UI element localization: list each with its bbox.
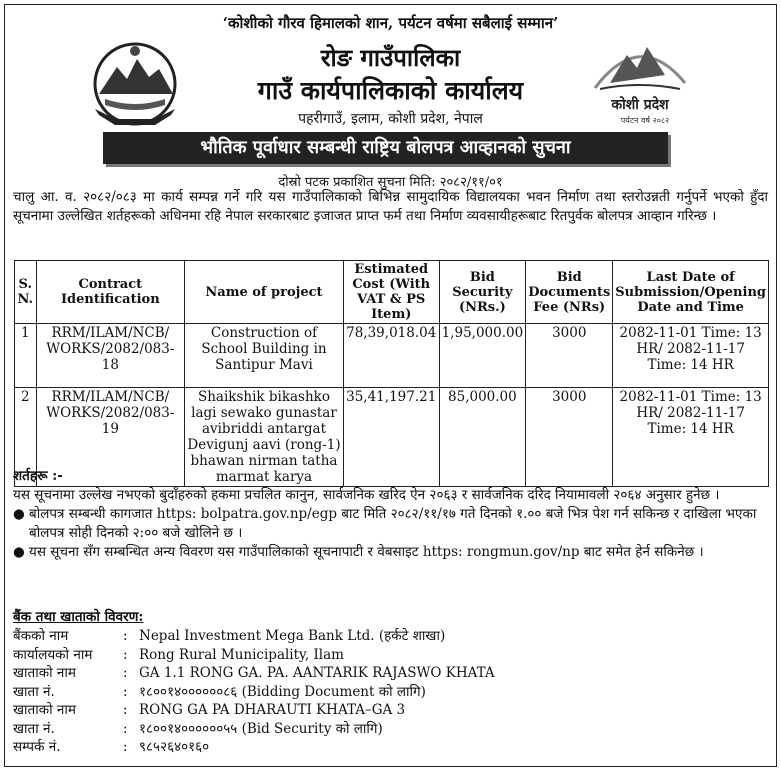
bank-label: कार्यालयको नाम bbox=[13, 646, 93, 663]
bank-label: बैंकको नाम bbox=[13, 628, 69, 644]
cell-date: 2082-11-01 Time: 13 HR/ 2082-11-17 Time: 14 HR bbox=[613, 324, 769, 388]
bank-heading: बैंक तथा खाताको विवरण: bbox=[13, 609, 144, 625]
header-fee: Bid Documents Fee (NRs) bbox=[526, 261, 613, 324]
separator: : bbox=[123, 720, 128, 737]
bank-row bbox=[13, 664, 768, 683]
header-date: Last Date of Submission/Opening Date and Time bbox=[613, 261, 769, 324]
cell-cost: 35,41,197.21 bbox=[343, 388, 439, 487]
bank-value: Nepal Investment Mega Bank Ltd. (हर्कटे शाखा) bbox=[139, 628, 446, 644]
slogan: ‘कोशीको गौरव हिमालको शान, पर्यटन वर्षमा सबैलाई सम्मान’ bbox=[222, 14, 559, 32]
separator: : bbox=[123, 628, 128, 644]
bank-label: खाता नं. bbox=[13, 720, 55, 737]
list-item bbox=[13, 543, 768, 562]
table-row bbox=[15, 324, 769, 388]
bank-label: खाताको नाम bbox=[13, 702, 76, 718]
cell-sn: 1 bbox=[15, 324, 37, 388]
separator: : bbox=[123, 683, 128, 700]
terms-section bbox=[13, 467, 768, 562]
terms-heading: शर्तहरू :- bbox=[13, 468, 63, 484]
bank-value: GA 1.1 RONG GA. PA. AANTARIK RAJASWO KHATA bbox=[139, 665, 495, 681]
bullet-text: बोलपत्र सम्बन्धी कागजात https: bolpatra.gov.np/egp बाट मिति २०८२/११/१७ गते दिनको १.०० बजे भित्र पेश गर्न सकिन्छ र दाखिला भएका बोलपत्र सोही दिनको २:०० बजे खोलिने छ । bbox=[29, 506, 757, 541]
bid-table bbox=[14, 260, 769, 487]
cell-fee: 3000 bbox=[526, 324, 613, 388]
cell-project: Construction of School Building in Santipur Mavi bbox=[185, 324, 344, 388]
separator: : bbox=[123, 702, 128, 718]
bank-label: सम्पर्क नं. bbox=[13, 739, 61, 755]
separator: : bbox=[123, 739, 128, 755]
bank-label: खाता नं. bbox=[13, 683, 55, 700]
separator: : bbox=[123, 665, 128, 681]
bullet-icon: ● bbox=[13, 506, 25, 522]
cell-project: Shaikshik bikashko lagi sewako gunastar avibriddi antargat Devigunj aavi (rong-1) bhawan nirman tatha marmat karya bbox=[185, 388, 344, 487]
terms-text: यस सूचनामा उल्लेख नभएको बुदाँहरुको हकमा प्रचलित कानुन, सार्वजनिक खरिद ऐन २०६३ र सार्वजनिक दरिद नियामावली २०६४ अनुसार हुनेछ । bbox=[13, 487, 720, 503]
bank-row bbox=[13, 701, 768, 720]
cell-contract: RRM/ILAM/NCB/ WORKS/2082/083-18 bbox=[36, 324, 185, 388]
bank-value: ९८५२६४०१६० bbox=[139, 739, 210, 755]
bank-section bbox=[13, 608, 768, 757]
office-address: पहरीगाउँ, इलाम, कोशी प्रदेश, नेपाल bbox=[298, 111, 483, 127]
municipality-name: रोङ गाउँपालिका bbox=[320, 43, 461, 72]
bank-value: Rong Rural Municipality, Ilam bbox=[139, 646, 344, 663]
separator: : bbox=[123, 646, 128, 663]
cell-date: 2082-11-01 Time: 13 HR/ 2082-11-17 Time: 14 HR bbox=[613, 388, 769, 487]
cell-fee: 3000 bbox=[526, 388, 613, 487]
bank-value: १८००१४००००००५५ (Bid Security को लागि) bbox=[139, 720, 383, 737]
office-name: गाउँ कार्यपालिकाको कार्यालय bbox=[257, 76, 524, 105]
bullet-icon: ● bbox=[13, 544, 25, 560]
cell-security: 85,000.00 bbox=[439, 388, 526, 487]
table-header-row bbox=[15, 261, 769, 324]
bank-row bbox=[13, 646, 768, 665]
bank-row bbox=[13, 720, 768, 739]
bank-value: RONG GA PA DHARAUTI KHATA–GA 3 bbox=[139, 702, 406, 718]
koshi-pradesh-logo bbox=[585, 33, 695, 128]
logo-subtitle: पर्यटन वर्ष २०८२ bbox=[620, 116, 670, 125]
header-sn: S. N. bbox=[15, 261, 37, 324]
notice-page bbox=[4, 4, 777, 767]
bank-row bbox=[13, 683, 768, 702]
notice-title: भौतिक पूर्वाधार सम्बन्धी राष्ट्रिय बोलपत्र आव्हानको सुचना bbox=[103, 132, 668, 164]
bank-row bbox=[13, 627, 768, 646]
cell-sn: 2 bbox=[15, 388, 37, 487]
cell-contract: RRM/ILAM/NCB/ WORKS/2082/083-19 bbox=[36, 388, 185, 487]
intro-paragraph: चालु आ. व. २०८२/०८३ मा कार्य सम्पन्न गर्ने गरि यस गाउँपालिकाको बिभिन्न सामुदायिक विद्यालयका भवन निर्माण तथा स्तरोउन्नती गर्नुपर्ने भएको हुँदा सूचनामा उल्लेखित शर्तहरूको अधिनमा रहि नेपाल सरकारबाट इजाजत प्राप्त फर्म तथा निर्माण व्यवसायीहरूबाट रितपुर्वक बोलपत्र आव्हान गरिन्छ । bbox=[13, 189, 768, 224]
header-project: Name of project bbox=[185, 261, 344, 324]
bank-row bbox=[13, 738, 768, 757]
header-cost: Estimated Cost (With VAT & PS Item) bbox=[343, 261, 439, 324]
bank-value: १८००१४००००००८६ (Bidding Document को लागि) bbox=[139, 683, 426, 700]
logo-title: कोशी प्रदेश bbox=[611, 97, 669, 113]
bullet-text: यस सूचना सँग सम्बन्धित अन्य विवरण यस गाउँपालिकाको सूचनापाटी र वेबसाइट https: rongmun.gov/np बाट समेत हेर्न सकिनेछ । bbox=[29, 544, 704, 560]
cell-cost: 78,39,018.04 bbox=[343, 324, 439, 388]
bank-label: खाताको नाम bbox=[13, 665, 76, 681]
header-contract: Contract Identification bbox=[36, 261, 185, 324]
header-security: Bid Security (NRs.) bbox=[439, 261, 526, 324]
cell-security: 1,95,000.00 bbox=[439, 324, 526, 388]
list-item bbox=[13, 505, 768, 543]
republished-date: दोस्रो पटक प्रकाशित सुचना मिति: २०८२/११/०१ bbox=[278, 175, 503, 190]
